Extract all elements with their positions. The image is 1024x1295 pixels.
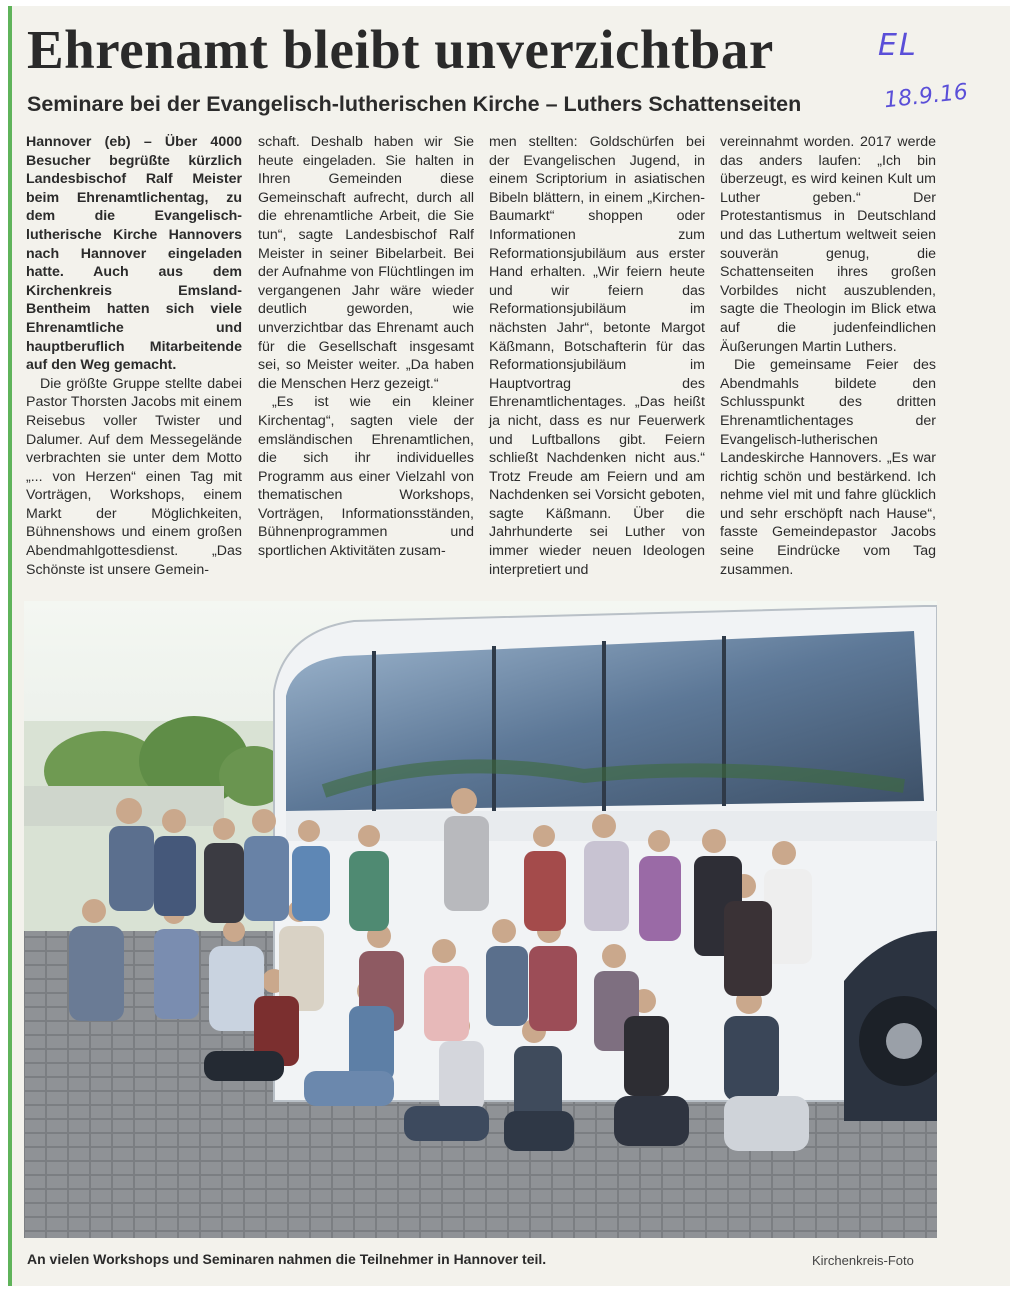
handwritten-date: 18.9.16 [882, 79, 970, 114]
photo-caption: An vielen Workshops und Seminaren nahmen die Teilnehmer in Hannover teil. [27, 1251, 547, 1267]
article-paragraph: vereinnahmt worden. 2017 werde das anders laufen: „Ich bin überzeugt, es wird keinen Kult um Luther geben.“ Der Protestantismus in Deutschland und das Luthertum weltweit seien souverän genug, die Schattenseiten ihres großen Vorbildes nicht auszublenden, sagte die Theologin im Blick etwa auf die judenfeindlichen Äußerungen Martin Luthers. [720, 134, 936, 355]
article-column-1 [26, 133, 242, 579]
article-paragraph: men stellten: Goldschürfen bei der Evangelischen Jugend, in einem Scriptorium in asiatischen Bibeln blättern, in einem „Kirchen-Baumarkt“ shoppen oder Informationen zum Reformationsjubiläum aus erster Hand erhalten. „Wir feiern heute und wir feiern das Reformationsjubiläum im nächsten Jahr“, betonte Margot Käßmann, Botschafterin für das Reformationsjubiläum im Hauptvortrag des Ehrenamtlichentages. „Das heißt ja nicht, dass es nur Feuerwerk und Luftballons gibt. Feiern schließt Nachdenken nicht aus.“ Trotz Freude am Feiern und am Nachdenken sei Vorsicht geboten, sagte Käßmann. Über die Jahrhunderte sei Luther von immer wieder neuen Ideologen interpretiert und [489, 134, 705, 578]
subheadline: Seminare bei der Evangelisch-lutherischen Kirche – Luthers Schattenseiten [27, 92, 802, 116]
article-lead: Hannover (eb) – Über 4000 Besucher begrüßte kürzlich Landesbischof Ralf Meister beim Ehrenamtlichentag, zu dem die Evangelisch-lutherische Kirche Hannovers nach Hannover eingeladen hatte. Auch aus dem Kirchenkreis Emsland-Bentheim hatten sich viele Ehrenamtliche und hauptberuflich Mitarbeitende auf den Weg gemacht. [26, 134, 242, 374]
article-column-2 [258, 133, 474, 561]
group-photo [24, 601, 937, 1238]
article-paragraph: schaft. Deshalb haben wir Sie heute eingeladen. Sie halten in Ihren Gemeinden diese Gemeinschaft aufrecht, durch all die ehrenamtliche Arbeit, die Sie tun“, sagte Landesbischof Ralf Meister in seiner Bibelarbeit. Bei der Aufnahme von Flüchtlingen im vergangenen Jahr wäre wieder deutlich geworden, wie unverzichtbar das Ehrenamt auch für die Gesellschaft insgesamt sei, so Meister weiter. „Da haben die Menschen Herz gezeigt.“ [258, 134, 474, 392]
article-paragraph: Die größte Gruppe stellte dabei Pastor Thorsten Jacobs mit einem Reisebus voller Twister und Dalumer. Auf dem Messegelände verbrachten sie unter dem Motto „... von Herzen“ einen Tag mit Vorträgen, Workshops, einem Markt der Möglichkeiten, Bühnenshows und einem großen Abendmahlgottesdienst. „Das Schönste ist unsere Gemein- [26, 375, 242, 578]
article-paragraph: Die gemeinsame Feier des Abendmahls bildete den Schlusspunkt des dritten Ehrenamtlichentages der Evangelisch-lutherischen Landeskirche Hannovers. „Es war richtig schön und bestärkend. Ich nehme viel mit und fahre glücklich und sehr erschöpft nach Hause“, fasste Gemeindepastor Jacobs seine Eindrücke vom Tag zusammen. [720, 357, 936, 578]
handwritten-initials: EL [878, 28, 918, 63]
article-column-3 [489, 133, 705, 579]
article-column-4 [720, 133, 936, 579]
headline: Ehrenamt bleibt unverzichtbar [27, 19, 774, 80]
group-photo-illustration [24, 601, 937, 1238]
photo-credit: Kirchenkreis-Foto [812, 1253, 914, 1268]
article-paragraph: „Es ist wie ein kleiner Kirchentag“, sagten viele der emsländischen Ehrenamtlichen, die sich ihr individuelles Programm aus einer Vielzahl von thematischen Workshops, Vorträgen, Informationsständen, Bühnenprogrammen und sportlichen Aktivitäten zusam- [258, 394, 474, 560]
